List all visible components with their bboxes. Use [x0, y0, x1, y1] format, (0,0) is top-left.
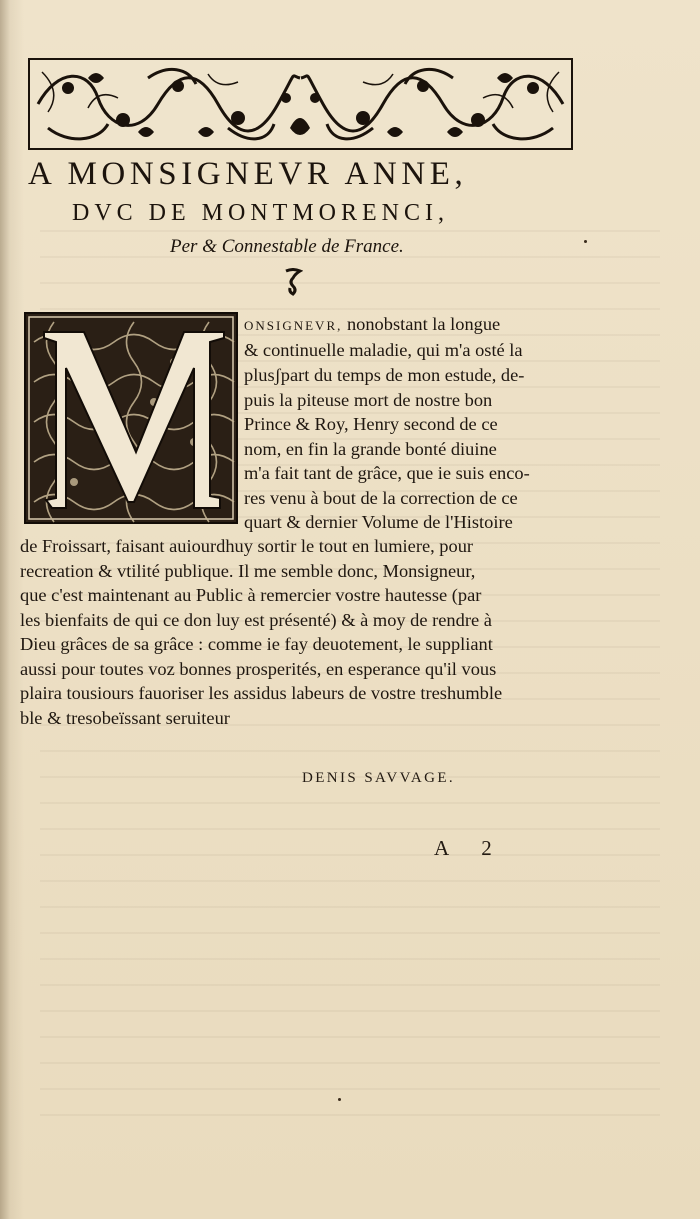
body-line-9: quart & dernier Volume de l'Histoire [244, 512, 513, 532]
dedication-title-line-2: DVC DE MONTMORENCI, [72, 200, 449, 226]
dedication-title-line-1: A MONSIGNEVR ANNE, [28, 156, 468, 192]
decorated-initial-m [24, 312, 238, 524]
body-line-7: m'a fait tant de grâce, que ie suis enco- [244, 463, 530, 483]
dedication-title-line-3: Per & Connestable de France. [170, 236, 404, 257]
fleuron-ornament [283, 268, 303, 296]
first-line-rest: nonobstant la longue [342, 314, 501, 334]
body-line-10: de Froissart, faisant auiourdhuy sortir le tout en lumiere, pour [20, 536, 474, 556]
page-folio: A 2 [434, 836, 506, 860]
body-line-1 [244, 314, 500, 335]
body-line-15: aussi pour toutes voz bonnes prosperités, en esperance qu'il vous [20, 659, 497, 679]
body-line-4: puis la piteuse mort de nostre bon [244, 390, 493, 410]
body-line-11: recreation & vtilité publique. Il me semble donc, Monsigneur, [20, 561, 476, 581]
body-line-8: res venu à bout de la correction de ce [244, 488, 518, 508]
ornamental-headpiece [28, 58, 573, 150]
body-line-16: plaira tousiours fauoriser les assidus labeurs de vostre treshumble [20, 683, 503, 703]
body-line-3: plusʃpart du temps de mon estude, de- [244, 365, 525, 385]
body-line-12: que c'est maintenant au Public à remercier vostre hautesse (par [20, 585, 482, 605]
body-line-17: ble & tresobeïssant seruiteur [20, 708, 230, 728]
body-line-6: nom, en fin la grande bonté diuine [244, 439, 497, 459]
ink-speck [584, 240, 587, 243]
signature: DENIS SAVVAGE. [302, 770, 456, 786]
first-word-small-caps: ONSIGNEVR, [244, 318, 343, 333]
body-line-13: les bienfaits de qui ce don luy est présenté) & à moy de rendre à [20, 610, 492, 630]
body-line-2: & continuelle maladie, qui m'a osté la [244, 340, 523, 360]
body-line-14: Dieu grâces de sa grâce : comme ie fay deuotement, le suppliant [20, 634, 493, 654]
ink-speck [338, 1098, 341, 1101]
body-line-5: Prince & Roy, Henry second de ce [244, 414, 498, 434]
